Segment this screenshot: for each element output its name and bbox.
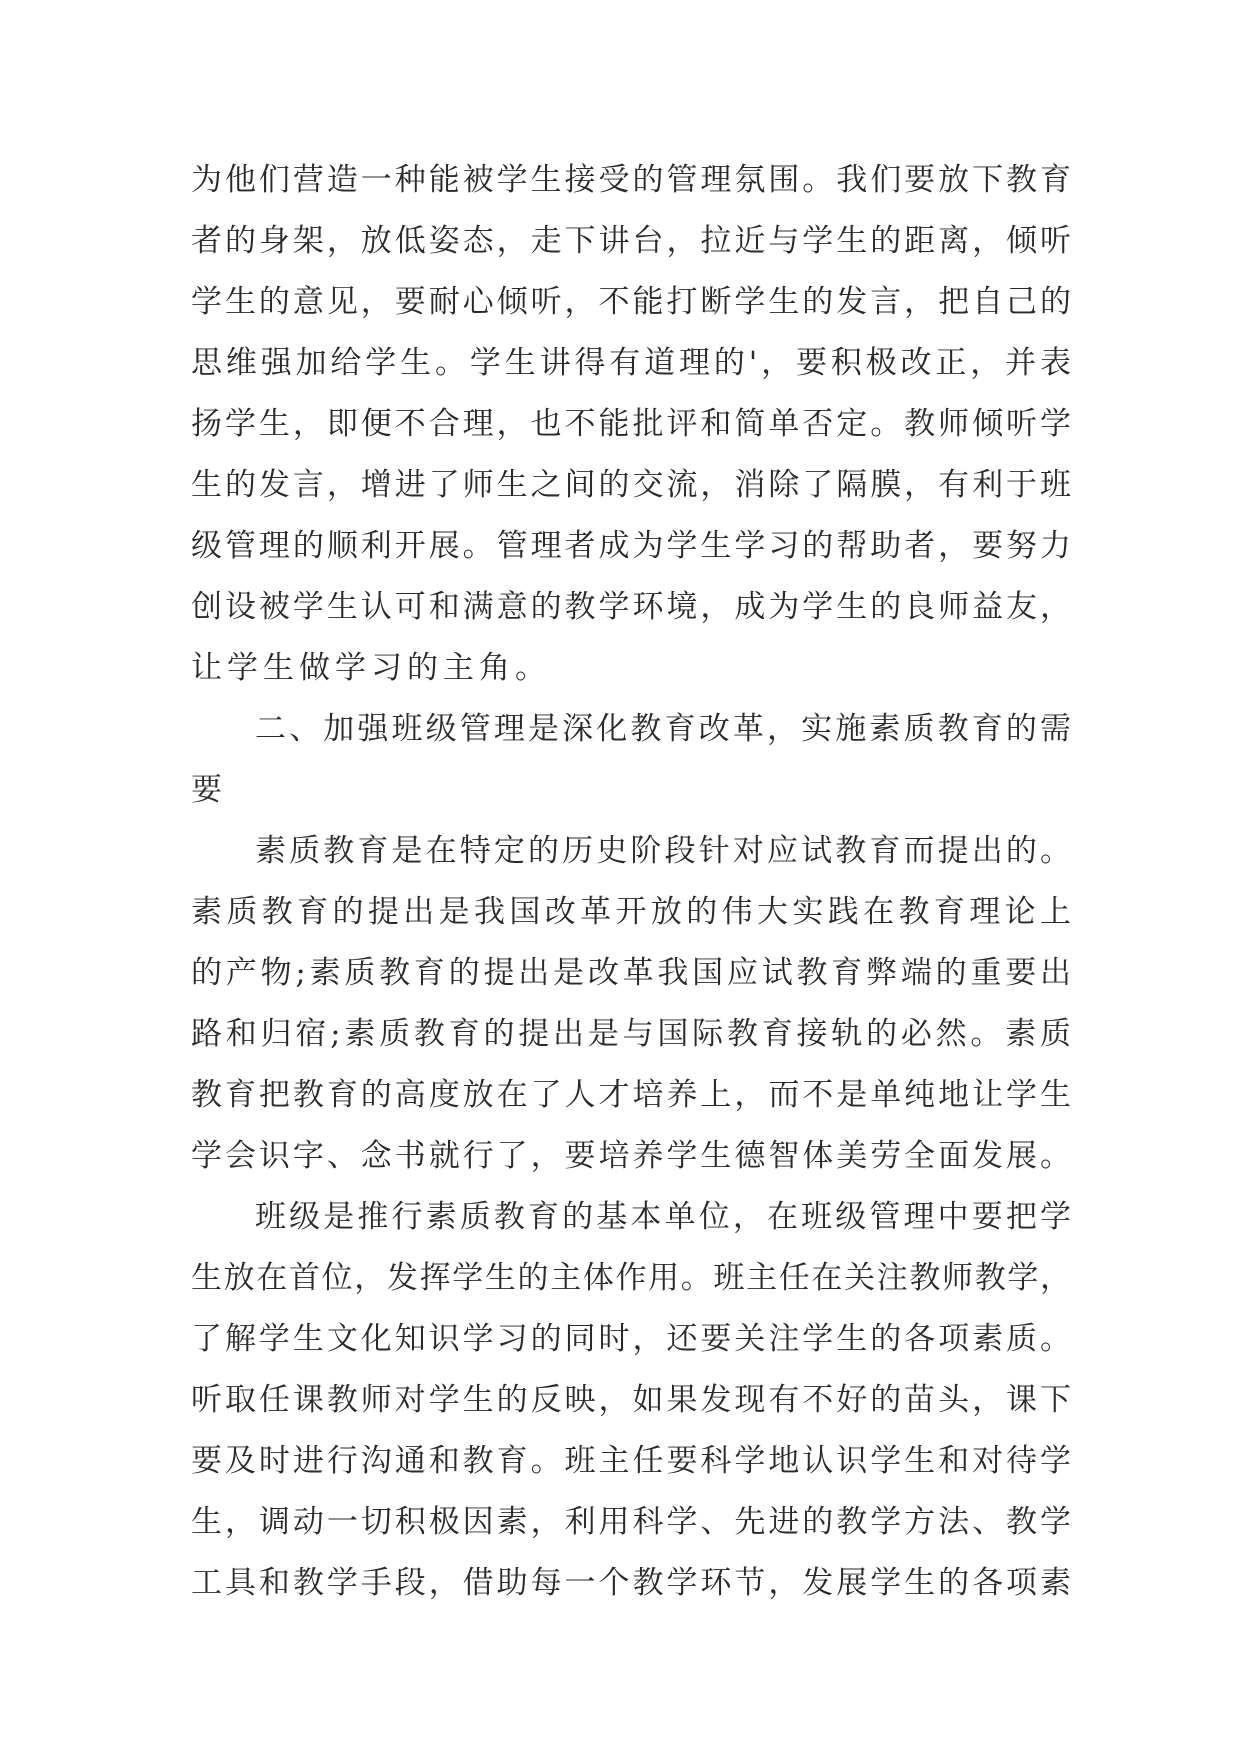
- text-line: 扬学生，即便不合理，也不能批评和简单否定。教师倾听学: [191, 406, 1071, 442]
- text-line: 的产物;素质教育的提出是改革我国应试教育弊端的重要出: [191, 955, 1071, 991]
- text-line: 工具和教学手段，借助每一个教学环节，发展学生的各项素: [191, 1565, 1071, 1601]
- text-line: 学生的意见，要耐心倾听，不能打断学生的发言，把自己的: [191, 284, 1071, 320]
- text-line: 生，调动一切积极因素，利用科学、先进的教学方法、教学: [191, 1504, 1071, 1540]
- text-line: 路和归宿;素质教育的提出是与国际教育接轨的必然。素质: [191, 1016, 1071, 1052]
- text-line: 听取任课教师对学生的反映，如果发现有不好的苗头，课下: [191, 1382, 1071, 1418]
- text-line: 素质教育的提出是我国改革开放的伟大实践在教育理论上: [191, 894, 1071, 930]
- text-line: 素质教育是在特定的历史阶段针对应试教育而提出的。: [255, 833, 1071, 869]
- section-heading: 二、加强班级管理是深化教育改革，实施素质教育的需: [255, 711, 1071, 747]
- text-line: 级管理的顺利开展。管理者成为学生学习的帮助者，要努力: [191, 528, 1071, 564]
- text-line: 者的身架，放低姿态，走下讲台，拉近与学生的距离，倾听: [191, 223, 1071, 259]
- text-line: 让学生做学习的主角。: [191, 650, 551, 686]
- text-line: 了解学生文化知识学习的同时，还要关注学生的各项素质。: [191, 1321, 1071, 1357]
- section-heading-continued: 要: [191, 772, 227, 808]
- body-text: [191, 150, 1071, 1614]
- text-line: 生的发言，增进了师生之间的交流，消除了隔膜，有利于班: [191, 467, 1071, 503]
- text-line: 教育把教育的高度放在了人才培养上，而不是单纯地让学生: [191, 1077, 1071, 1113]
- text-line: 学会识字、念书就行了，要培养学生德智体美劳全面发展。: [191, 1138, 1071, 1174]
- text-line: 思维强加给学生。学生讲得有道理的'，要积极改正，并表: [191, 345, 1071, 381]
- text-line: 班级是推行素质教育的基本单位，在班级管理中要把学: [255, 1199, 1071, 1235]
- text-line: 要及时进行沟通和教育。班主任要科学地认识学生和对待学: [191, 1443, 1071, 1479]
- text-line: 创设被学生认可和满意的教学环境，成为学生的良师益友，: [191, 589, 1071, 625]
- text-line: 生放在首位，发挥学生的主体作用。班主任在关注教师教学，: [191, 1260, 1071, 1296]
- text-line: 为他们营造一种能被学生接受的管理氛围。我们要放下教育: [191, 162, 1071, 198]
